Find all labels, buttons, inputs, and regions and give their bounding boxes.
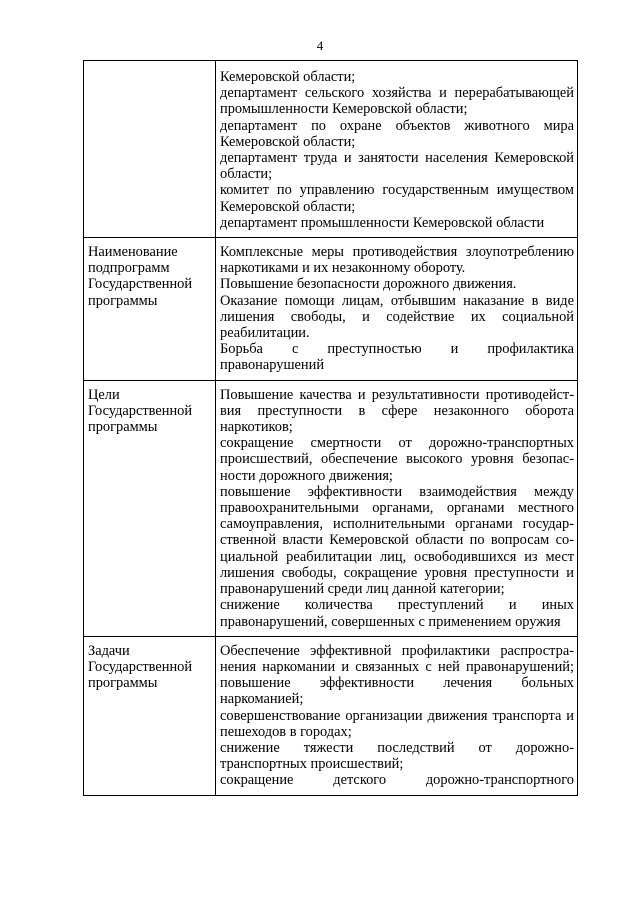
table-row bbox=[84, 238, 578, 381]
row-value-line: правонарушений, совершенных с применением оружия bbox=[220, 613, 561, 630]
row-label-cell bbox=[84, 238, 216, 381]
row-value-line: правонарушений среди лиц данной категории; bbox=[220, 581, 505, 598]
row-value-line: Повышение безопасности дорожного движения. bbox=[220, 276, 517, 293]
row-value-line: Кемеровской области; bbox=[220, 198, 356, 215]
row-label-line: Государственной bbox=[88, 658, 193, 675]
row-value-line: департамент по охране объектов животного мира bbox=[220, 117, 574, 134]
row-value-line: департамент сельского хозяйства и перерабатывающей bbox=[220, 85, 574, 102]
table-row bbox=[84, 636, 578, 795]
row-value-line: повышение эффективности взаимодействия между bbox=[220, 483, 574, 500]
row-value-line: сокращение смертности от дорожно-транспортных bbox=[220, 435, 574, 452]
row-label-line: Государственной bbox=[88, 276, 193, 293]
row-value-line: Обеспечение эффективной профилактики распростра- bbox=[220, 642, 574, 659]
row-label-line: Государственной bbox=[88, 402, 193, 419]
row-value-line: наркоманией; bbox=[220, 691, 304, 708]
row-value-line: пешеходов в городах; bbox=[220, 723, 352, 740]
row-value-line: наркотиками и их незаконному обороту. bbox=[220, 260, 466, 277]
table-body bbox=[84, 61, 578, 796]
row-label-line: программы bbox=[88, 675, 158, 692]
row-value-line: лишения свободы, и содействие их социальной bbox=[220, 308, 574, 325]
row-value-line: ственной власти Кемеровской области по вопросам со- bbox=[220, 532, 574, 549]
row-label-line: Цели bbox=[88, 386, 120, 403]
row-label-cell bbox=[84, 380, 216, 636]
row-value-line: Кемеровской области; bbox=[220, 69, 356, 85]
row-value-line: циальной реабилитации лиц, освободившихся из мест bbox=[220, 548, 574, 565]
row-value-line: правоохранительными органами, органами местного bbox=[220, 500, 574, 517]
row-value-line: вия преступности в сфере незаконного оборота bbox=[220, 402, 574, 419]
row-value-line: снижение количества преступлений и иных bbox=[220, 597, 574, 614]
row-value-line: промышленности Кемеровской области; bbox=[220, 101, 468, 118]
row-label-line: программы bbox=[88, 292, 158, 309]
row-value-line: Повышение качества и результативности противодейст- bbox=[220, 386, 574, 403]
table-row bbox=[84, 380, 578, 636]
row-value-line: Комплексные меры противодействия злоупотреблению bbox=[220, 244, 574, 261]
row-value-line: происшествий, обеспечение высокого уровня безопас- bbox=[220, 451, 574, 468]
row-value-line: самоуправления, исполнительными органами государ- bbox=[220, 516, 574, 533]
program-passport-table bbox=[83, 60, 578, 796]
row-value-line: департамент труда и занятости населения Кемеровской bbox=[220, 150, 574, 167]
row-label-line: Задачи bbox=[88, 642, 130, 659]
row-value-line: Оказание помощи лицам, отбывшим наказание в виде bbox=[220, 292, 574, 309]
row-value-line: сокращение детского дорожно-транспортного bbox=[220, 772, 574, 789]
row-value-line: наркотиков; bbox=[220, 419, 293, 436]
row-value-line: реабилитации. bbox=[220, 325, 310, 342]
table-row bbox=[84, 61, 578, 238]
row-value-cell bbox=[216, 380, 578, 636]
page-number: 4 bbox=[316, 38, 324, 53]
row-value-line: Борьба с преступностью и профилактика bbox=[220, 341, 574, 358]
row-value-line: ности дорожного движения; bbox=[220, 467, 393, 484]
row-value-line: транспортных происшествий; bbox=[220, 756, 404, 773]
row-value-line: лишения свободы, сокращение уровня преступности и bbox=[220, 564, 574, 581]
row-value-line: области; bbox=[220, 166, 273, 183]
row-label-cell bbox=[84, 61, 216, 238]
row-value-line: комитет по управлению государственным имуществом bbox=[220, 182, 574, 199]
row-value-line: нения наркомании и связанных с ней правонарушений; bbox=[220, 658, 574, 675]
row-label-cell bbox=[84, 636, 216, 795]
row-value-line: снижение тяжести последствий от дорожно- bbox=[220, 739, 574, 756]
row-value-cell bbox=[216, 636, 578, 795]
row-value-line: департамент промышленности Кемеровской области bbox=[220, 214, 545, 231]
row-label-line: Наименование bbox=[88, 244, 178, 261]
row-value-line: правонарушений bbox=[220, 357, 325, 374]
row-value-line: совершенствование организации движения транспорта и bbox=[220, 707, 574, 724]
row-value-cell bbox=[216, 238, 578, 381]
row-label-line: программы bbox=[88, 419, 158, 436]
row-value-line: Кемеровской области; bbox=[220, 133, 356, 150]
row-label-line: подпрограмм bbox=[88, 260, 170, 277]
row-value-line: повышение эффективности лечения больных bbox=[220, 675, 574, 692]
row-value-cell bbox=[216, 61, 578, 238]
